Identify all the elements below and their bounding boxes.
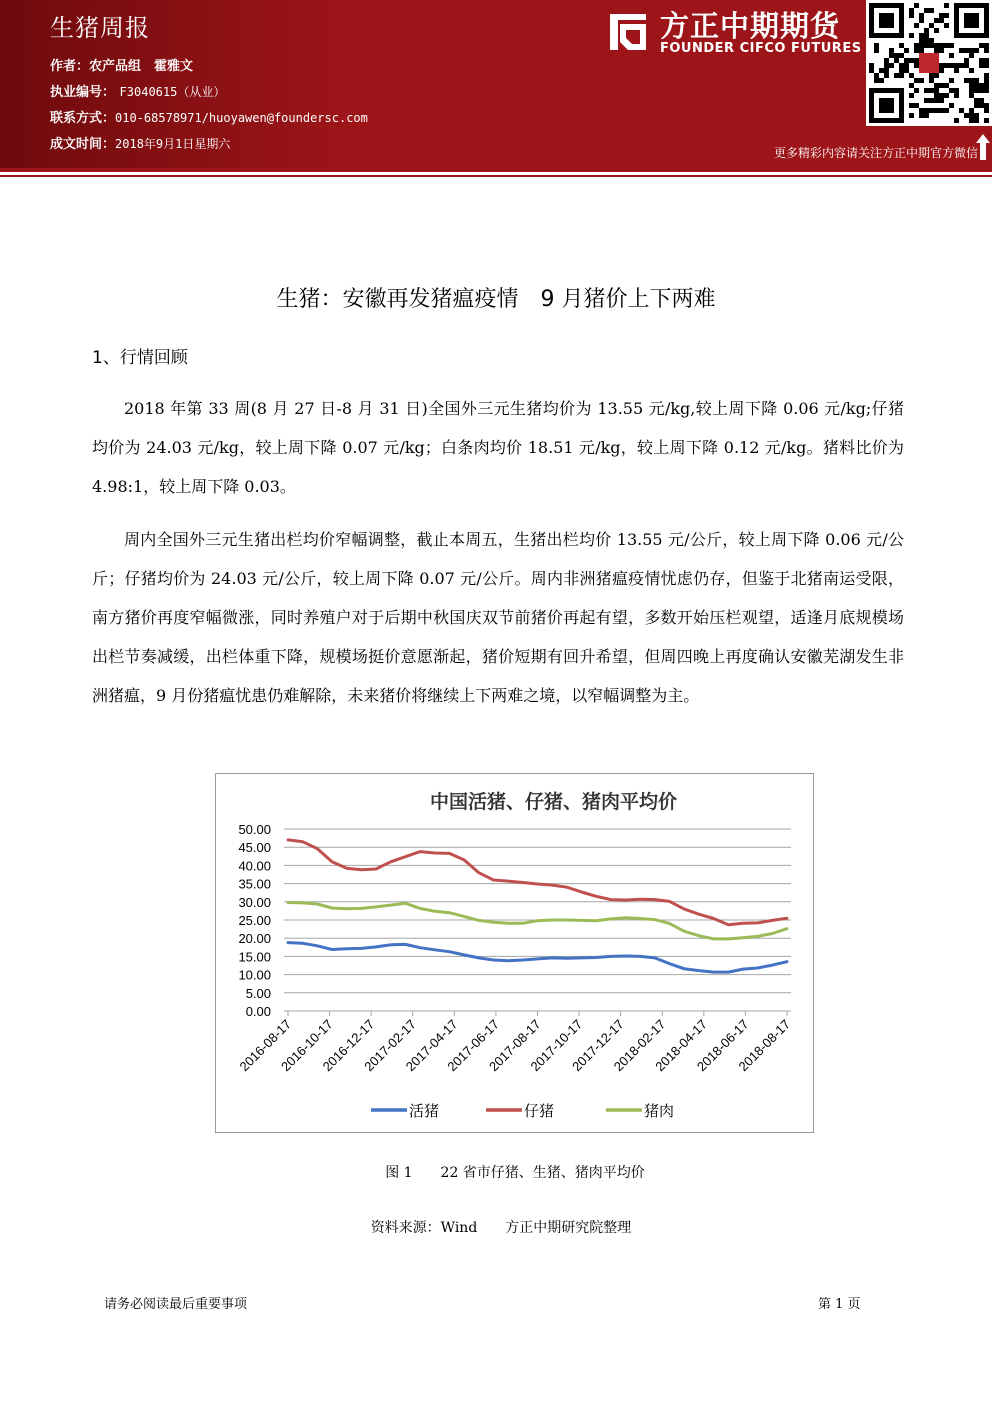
y-tick-label: 15.00 [238, 949, 271, 965]
author-value: 农产品组 霍雅文 [89, 59, 194, 74]
y-tick-label: 0.00 [245, 1004, 271, 1019]
legend-label: 活猪 [409, 1102, 440, 1120]
y-tick-label: 40.00 [238, 858, 271, 874]
y-tick-label: 30.00 [238, 894, 271, 910]
footer-notice: 请务必阅读最后重要事项 [104, 1297, 248, 1312]
contact-line [50, 107, 368, 126]
license-line [50, 81, 225, 100]
date-label: 成文时间： [50, 137, 116, 152]
arrow-up-icon [976, 134, 990, 160]
paragraph-market-analysis: 周内全国外三元生猪出栏均价窄幅调整，截止本周五，生猪出栏均价 13.55 元/公斤，较上周下降 0.06 元/公斤；仔猪均价为 24.03 元/公斤，较上周下降 0.07 元/公斤。周内非洲猪瘟疫情忧虑仍存，但鉴于北猪南运受限，南方猪价再度窄幅微涨，同时养殖户对于后期中秋国庆双节前猪价再起有望，多数开始压栏观望，适逢月底规模场出栏节奏减缓，出栏体重下降，规模场挺价意愿渐起，猪价短期有回升希望，但周四晚上再度确认安徽芜湖发生非洲猪瘟，9 月份猪瘟忧患仍难解除，未来猪价将继续上下两难之境，以窄幅调整为主。 [92, 530, 904, 705]
page-number: 第 1 页 [818, 1297, 861, 1312]
series-line-仔猪 [288, 840, 787, 925]
x-tick-label: 2016-10-17 [278, 1016, 336, 1075]
contact-label: 联系方式： [50, 111, 116, 126]
y-tick-label: 35.00 [238, 876, 271, 892]
report-header-band [0, 0, 992, 168]
y-tick-label: 25.00 [238, 913, 271, 928]
x-tick-label: 2017-02-17 [361, 1016, 419, 1075]
x-tick-label: 2017-06-17 [444, 1016, 503, 1075]
date-value: 2018年9月1日星期六 [115, 137, 231, 151]
y-tick-label: 50.00 [238, 822, 271, 837]
paragraph-market-summary: 2018 年第 33 周(8 月 27 日-8 月 31 日)全国外三元生猪均价为 13.55 元/kg,较上周下降 0.06 元/kg;仔猪均价为 24.03 元/kg，较上周下降 0.07 元/kg；白条肉均价 18.51 元/kg，较上周下降 0.12 元/kg。猪料比价为 4.98:1，较上周下降 0.03。 [92, 399, 904, 496]
x-tick-label: 2018-04-17 [652, 1016, 710, 1075]
x-tick-label: 2017-10-17 [527, 1016, 586, 1075]
x-tick-label: 2018-02-17 [610, 1016, 669, 1075]
x-tick-label: 2017-04-17 [402, 1016, 461, 1075]
license-value: F3040615（从业） [119, 85, 226, 99]
figure-source: 资料来源：Wind 方正中期研究院整理 [370, 1220, 632, 1236]
section-heading: 1、行情回顾 [92, 348, 188, 368]
founder-logo-icon [606, 10, 650, 54]
article-title: 生猪：安徽再发猪瘟疫情 9 月猪价上下两难 [276, 287, 716, 312]
header-rule [0, 168, 992, 172]
x-tick-label: 2018-06-17 [693, 1016, 752, 1075]
x-tick-label: 2017-08-17 [485, 1016, 544, 1075]
x-tick-label: 2016-12-17 [319, 1016, 378, 1075]
legend-label: 仔猪 [524, 1102, 555, 1120]
author-line [50, 55, 193, 74]
brand-name-cn: 方正中期期货 [660, 9, 841, 43]
y-tick-label: 20.00 [238, 931, 271, 947]
price-chart [215, 773, 814, 1133]
legend-label: 猪肉 [644, 1102, 675, 1120]
brand-name-en: FOUNDER CIFCO FUTURES [660, 41, 862, 56]
follow-wechat-text: 更多精彩内容请关注方正中期官方微信 [773, 146, 978, 160]
y-tick-label: 5.00 [245, 985, 271, 1001]
y-tick-label: 45.00 [238, 840, 271, 856]
author-label: 作者： [50, 59, 90, 74]
contact-value: 010-68578971/huoyawen@foundersc.com [115, 111, 368, 125]
qr-code-icon[interactable] [866, 0, 992, 126]
series-line-活猪 [288, 943, 787, 973]
license-label: 执业编号： [50, 85, 116, 100]
header-rule-thin [0, 175, 992, 177]
x-tick-label: 2016-08-17 [236, 1016, 295, 1075]
chart-title: 中国活猪、仔猪、猪肉平均价 [429, 791, 678, 813]
price-chart-svg [216, 774, 813, 1132]
x-tick-label: 2017-12-17 [569, 1016, 627, 1075]
y-tick-label: 10.00 [238, 967, 271, 983]
date-line [50, 133, 230, 152]
report-type-label: 生猪周报 [50, 14, 150, 42]
figure-caption: 图 1 22 省市仔猪、生猪、猪肉平均价 [385, 1165, 645, 1181]
series-line-猪肉 [288, 903, 787, 939]
x-tick-label: 2018-08-17 [735, 1016, 794, 1075]
